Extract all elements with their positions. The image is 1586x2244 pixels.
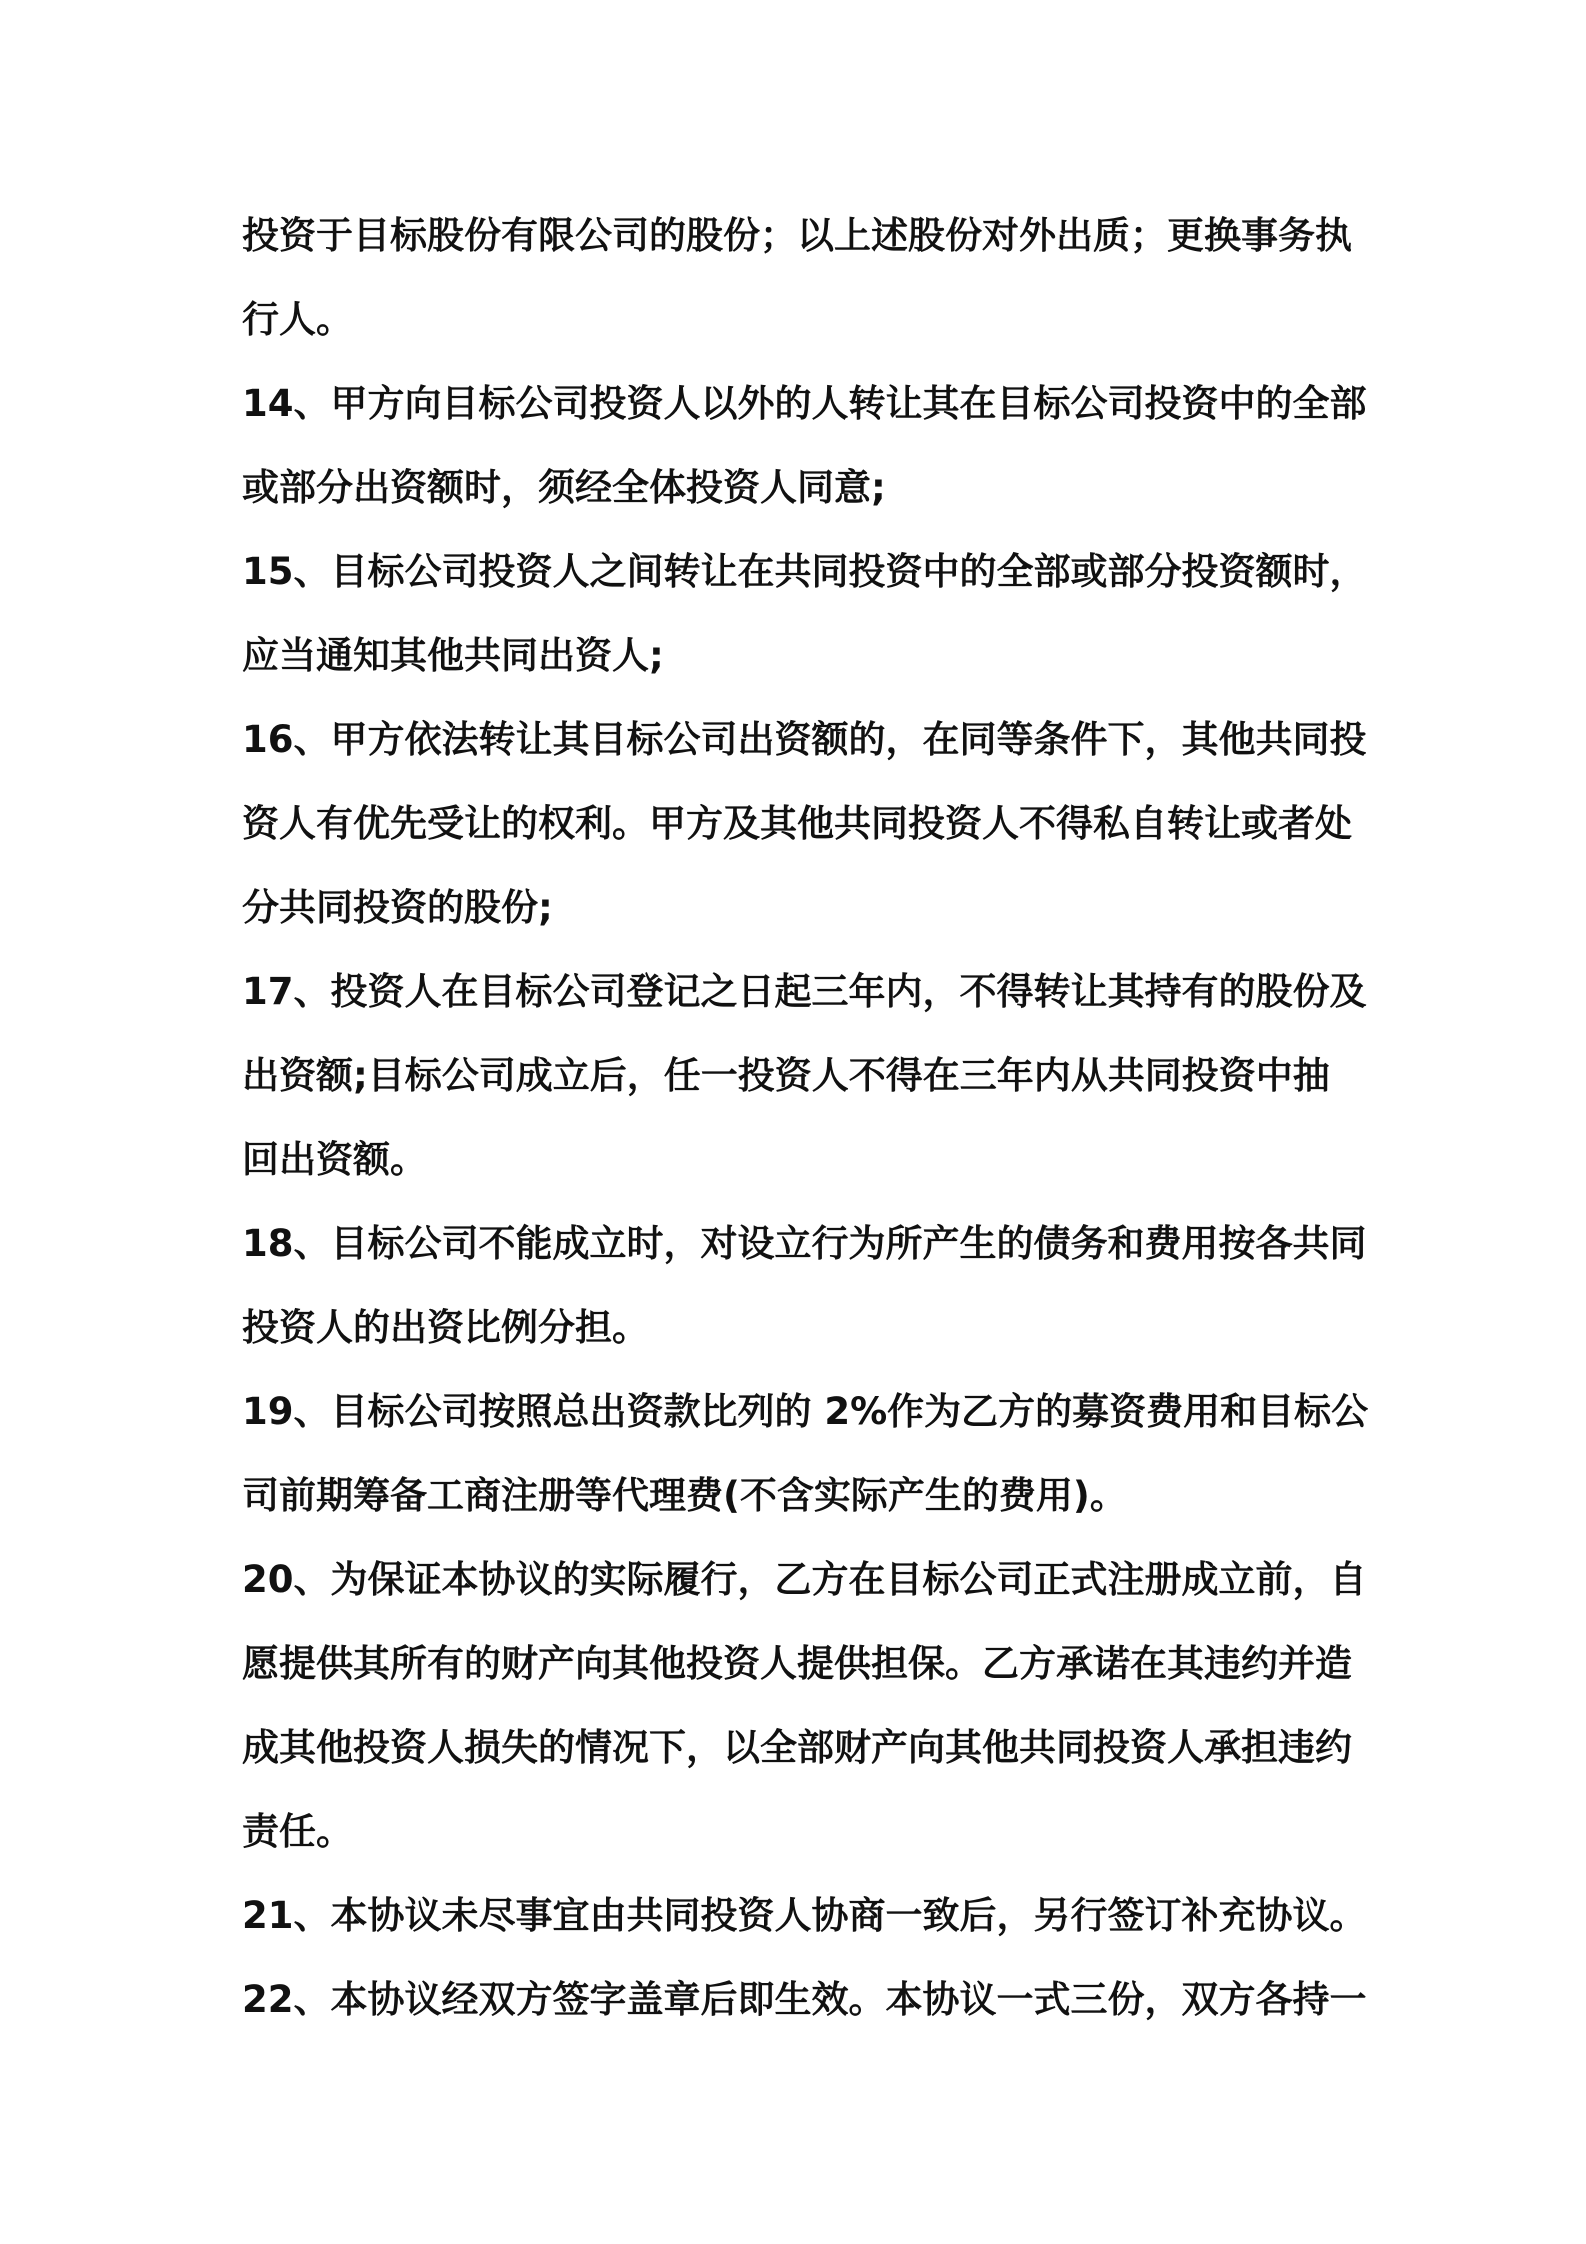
text-line: 资人有优先受让的权利。甲方及其他共同投资人不得私自转让或者处 <box>242 802 1352 845</box>
text-line: 投资于目标股份有限公司的股份；以上述股份对外出质；更换事务执 <box>242 214 1352 257</box>
text-line: 责任。 <box>242 1810 353 1853</box>
text-line: 14、甲方向目标公司投资人以外的人转让其在目标公司投资中的全部 <box>242 382 1367 425</box>
text-line: 投资人的出资比例分担。 <box>242 1306 649 1349</box>
text-line: 愿提供其所有的财产向其他投资人提供担保。乙方承诺在其违约并造 <box>242 1642 1352 1685</box>
text-line: 15、目标公司投资人之间转让在共同投资中的全部或部分投资额时， <box>242 550 1367 593</box>
text-line: 出资额;目标公司成立后，任一投资人不得在三年内从共同投资中抽 <box>242 1054 1330 1097</box>
text-line: 成其他投资人损失的情况下，以全部财产向其他共同投资人承担违约 <box>242 1726 1352 1769</box>
text-line: 或部分出资额时，须经全体投资人同意; <box>242 466 886 509</box>
document-body <box>242 194 1367 2042</box>
text-line: 行人。 <box>242 298 353 341</box>
text-line: 16、甲方依法转让其目标公司出资额的，在同等条件下，其他共同投 <box>242 718 1367 761</box>
text-line: 19、目标公司按照总出资款比列的 2%作为乙方的募资费用和目标公 <box>242 1390 1369 1433</box>
text-line: 应当通知其他共同出资人; <box>242 634 664 677</box>
text-line: 司前期筹备工商注册等代理费(不含实际产生的费用)。 <box>242 1474 1127 1517</box>
text-line: 17、投资人在目标公司登记之日起三年内，不得转让其持有的股份及 <box>242 970 1367 1013</box>
text-line: 20、为保证本协议的实际履行，乙方在目标公司正式注册成立前，自 <box>242 1558 1367 1601</box>
text-line: 22、本协议经双方签字盖章后即生效。本协议一式三份，双方各持一 <box>242 1978 1367 2021</box>
text-line: 21、本协议未尽事宜由共同投资人协商一致后，另行签订补充协议。 <box>242 1894 1367 1937</box>
text-line: 回出资额。 <box>242 1138 427 1181</box>
text-line: 18、目标公司不能成立时，对设立行为所产生的债务和费用按各共同 <box>242 1222 1367 1265</box>
text-line: 分共同投资的股份; <box>242 886 553 929</box>
